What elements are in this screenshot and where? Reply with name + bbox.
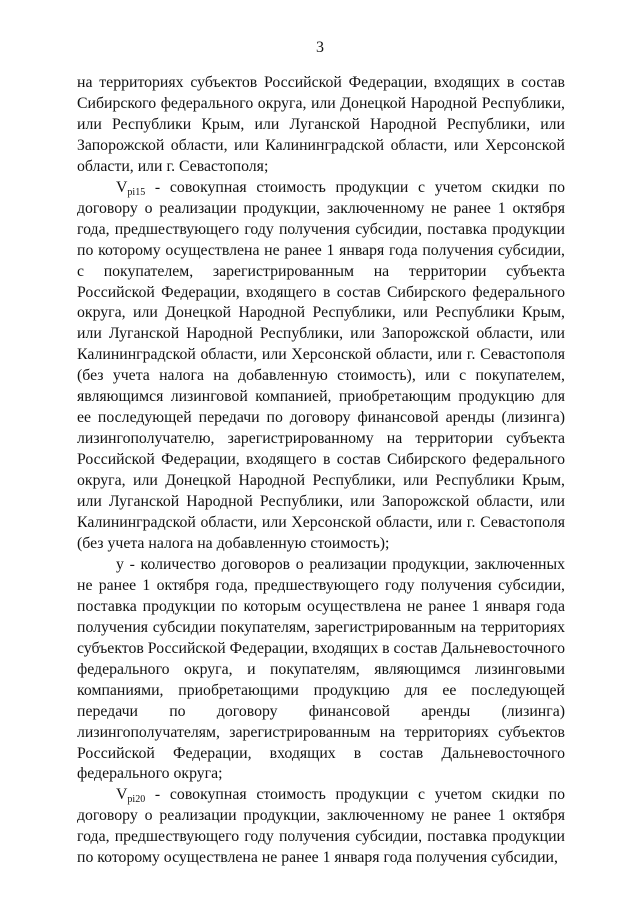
page-number: 3 [316,39,324,56]
paragraph-text: - совокупная стоимость продукции с учетом скидки по договору о реализации продукции, заключенному не ранее 1 октября года, предшествующего году получения субсидии, поставка продукции по которому осуществлена не ранее 1 января года получения субсидии, с покупателем, зарегистрированным на территории субъекта Российской Федерации, входящего в состав Сибирского федерального округа, или Донецкой Народной Республики, или Республики Крым, или Луганской Народной Республики, или Запорожской области, или Калининградской области, или Херсонской области, или г. Севастополя (без учета налога на добавленную стоимость), или с покупателем, являющимся лизинговой компанией, приобретающим продукцию для ее последующей передачи по договору финансовой аренды (лизинга) лизингополучателю, зарегистрированному на территории субъекта Российской Федерации, входящего в состав Сибирского федерального округа, или Донецкой Народной Республики, или Республики Крым, или Луганской Народной Республики, или Запорожской области, или Калининградской области, или Херсонской области, или г. Севастополя (без учета налога на добавленную стоимость); [77,178,565,552]
formula-symbol: V [116,178,128,196]
paragraph-continuation [77,73,565,178]
paragraph-text: - количество договоров о реализации продукции, заключенных не ранее 1 октября года, предшествующего году получения субсидии, поставка продукции по которым осуществлена не ранее 1 января года получения субсидии покупателям, зарегистрированным на территориях субъектов Российской Федерации, входящих в состав Дальневосточного федерального округа, и покупателям, являющимся лизинговыми компаниями, приобретающими продукцию для ее последующей передачи по договору финансовой аренды (лизинга) лизингополучателям, зарегистрированным на территориях субъектов Российской Федерации, входящих в состав Дальневосточного федерального округа; [77,555,565,783]
page-body [77,73,565,869]
paragraph-v-pi20 [77,785,565,869]
paragraph-y [77,555,565,785]
formula-subscript: pi15 [127,186,146,198]
paragraph-text: - совокупная стоимость продукции с учетом скидки по договору о реализации продукции, заключенному не ранее 1 октября года, предшествующего году получения субсидии, поставка продукции по которому осуществлена не ранее 1 января года получения субсидии, [77,786,565,867]
paragraph-v-pi15 [77,178,565,555]
formula-subscript: pi20 [127,794,146,806]
formula-symbol: y [116,555,124,573]
formula-symbol: V [116,786,128,804]
paragraph-text: на территориях субъектов Российской Федерации, входящих в состав Сибирского федерального округа, или Донецкой Народной Республики, или Республики Крым, или Луганской Народной Республики, или Запорожской области, или Калининградской области, или Херсонской области, или г. Севастополя; [77,74,565,175]
